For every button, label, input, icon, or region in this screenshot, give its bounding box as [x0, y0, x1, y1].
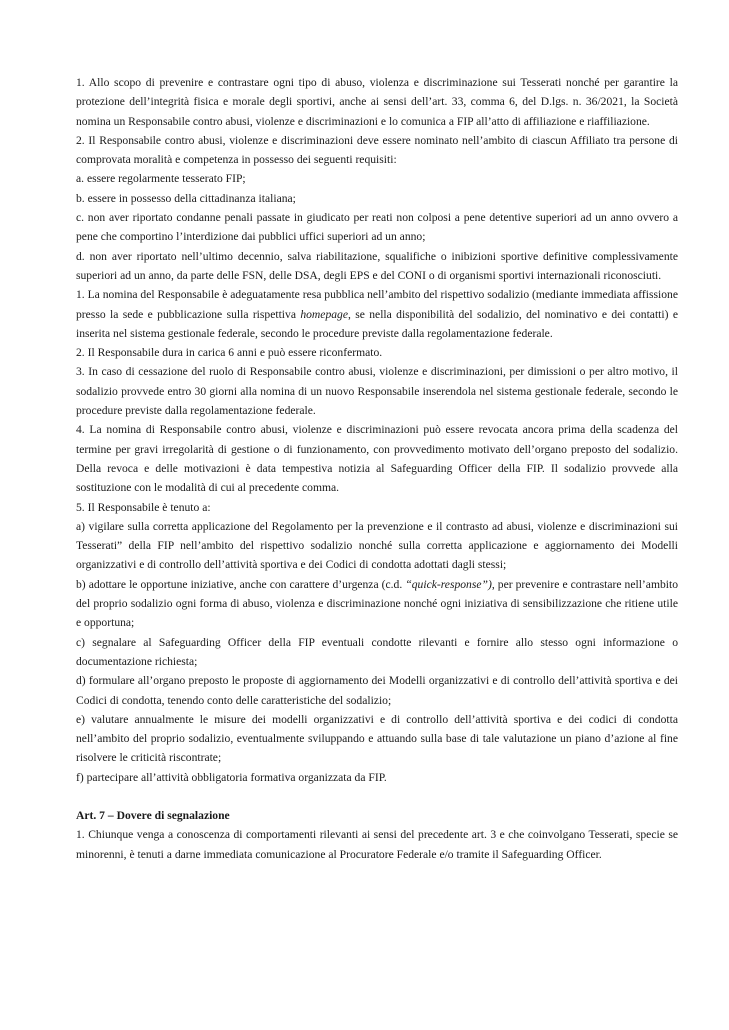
requirement-b: b. essere in possesso della cittadinanza italiana;	[76, 191, 296, 205]
duty-d: d) formulare all’organo preposto le proposte di aggiornamento dei Modelli organizzativi e di controllo dell’attività sportiva e dei Codici di condotta, tenendo conto delle caratteristiche del sodalizio;	[76, 674, 678, 707]
duty-c: c) segnalare al Safeguarding Officer della FIP eventuali condotte rilevanti e fornire allo stesso ogni informazione o documentazione richiesta;	[76, 635, 678, 668]
document-page	[76, 73, 678, 864]
requirement-a: a. essere regolarmente tesserato FIP;	[76, 172, 246, 186]
text-segment: b) adottare le opportune iniziative, anche con carattere d’urgenza (c.d.	[76, 577, 406, 591]
article-7-heading: Art. 7 – Dovere di segnalazione	[76, 808, 230, 822]
duty-a: a) vigilare sulla corretta applicazione del Regolamento per la prevenzione e il contrasto ad abusi, violenze e discriminazioni sui Tesserati” della FIP nell’ambito del rispettivo sodalizio nonché sulla corretta applicazione e aggiornamento dei Modelli organizzativi e di controllo dell’attività sportiva e dei Codici di condotta adottati dagli stessi;	[76, 519, 678, 572]
paragraph-2: 2. Il Responsabile contro abusi, violenze e discriminazioni deve essere nominato nell’ambito di ciascun Affiliato tra persone di comprovata moralità e competenza in possesso dei seguenti requisiti:	[76, 133, 678, 167]
nomination-paragraph-3: 3. In caso di cessazione del ruolo di Responsabile contro abusi, violenze e discriminazioni, per dimissioni o per altro motivo, il sodalizio provvede entro 30 giorni alla nomina di un nuovo Responsabile inserendola nel sistema gestionale federale, secondo le procedure previste dalla regolamentazione federale.	[76, 365, 678, 418]
nomination-paragraph-5: 5. Il Responsabile è tenuto a:	[76, 500, 211, 514]
italic-term: “quick-response”)	[405, 577, 492, 591]
italic-term: homepage	[300, 307, 348, 321]
nomination-paragraph-4: 4. La nomina di Responsabile contro abusi, violenze e discriminazioni può essere revocata ancora prima della scadenza del termine per gravi irregolarità di gestione o di funzionamento, con provvedimento motivato dell’organo preposto del sodalizio. Della revoca e delle motivazioni è data tempestiva notizia al Safeguarding Officer della FIP. Il sodalizio provvede alla sostituzione con le modalità di cui al precedente comma.	[76, 423, 678, 495]
text-segment: 1. La nomina del Responsabile è adeguatamente resa pubblica nell’ambito del rispettivo sodalizio (mediante immediata affissione presso la sede e pubblicazione sulla rispettiva	[76, 288, 678, 321]
requirement-c: c. non aver riportato condanne penali passate in giudicato per reati non colposi a pene detentive superiori ad un anno ovvero a pene che comportino l’interdizione dai pubblici uffici superiori ad un anno;	[76, 211, 678, 244]
paragraph-1: 1. Allo scopo di prevenire e contrastare ogni tipo di abuso, violenza e discriminazione sui Tesserati nonché per garantire la protezione dell’integrità fisica e morale degli sportivi, anche ai sensi dell’art. 33, comma 6, del D.lgs. n. 36/2021, la Società nomina un Responsabile contro abusi, violenze e discriminazioni e lo comunica a FIP all’atto di affiliazione e riaffiliazione.	[76, 76, 678, 128]
text-segment: , per prevenire e contrastare nell’ambito del proprio sodalizio ogni forma di abuso, violenza e discriminazione nonché ogni iniziativa di sensibilizzazione che ritiene utile e opportuna;	[76, 577, 678, 630]
nomination-paragraph-1	[76, 285, 678, 343]
section-spacer	[76, 787, 678, 806]
duty-f: f) partecipare all’attività obbligatoria formativa organizzata da FIP.	[76, 770, 387, 784]
duty-e: e) valutare annualmente le misure dei modelli organizzativi e di controllo dell’attività sportiva e dei codici di condotta nell’ambito del proprio sodalizio, eventualmente sviluppando e attuando sulla base di tale valutazione un piano d’azione al fine risolvere le criticità riscontrate;	[76, 712, 678, 765]
article-7-paragraph-1: 1. Chiunque venga a conoscenza di comportamenti rilevanti ai sensi del precedente art. 3 e che coinvolgano Tesserati, specie se minorenni, è tenuti a darne immediata comunicazione al Procuratore Federale e/o tramite il Safeguarding Officer.	[76, 828, 678, 861]
nomination-paragraph-2: 2. Il Responsabile dura in carica 6 anni e può essere riconfermato.	[76, 346, 383, 360]
requirement-d: d. non aver riportato nell’ultimo decennio, salva riabilitazione, squalifiche o inibizioni sportive definitive complessivamente superiori ad un anno, da parte delle FSN, delle DSA, degli EPS e del CONI o di organismi sportivi internazionali riconosciuti.	[76, 249, 678, 282]
text-segment: , se nella disponibilità del sodalizio, del nominativo e dei contatti) e inserita nel sistema gestionale federale, secondo le procedure previste dalla regolamentazione federale.	[76, 307, 678, 340]
duty-b	[76, 575, 678, 633]
